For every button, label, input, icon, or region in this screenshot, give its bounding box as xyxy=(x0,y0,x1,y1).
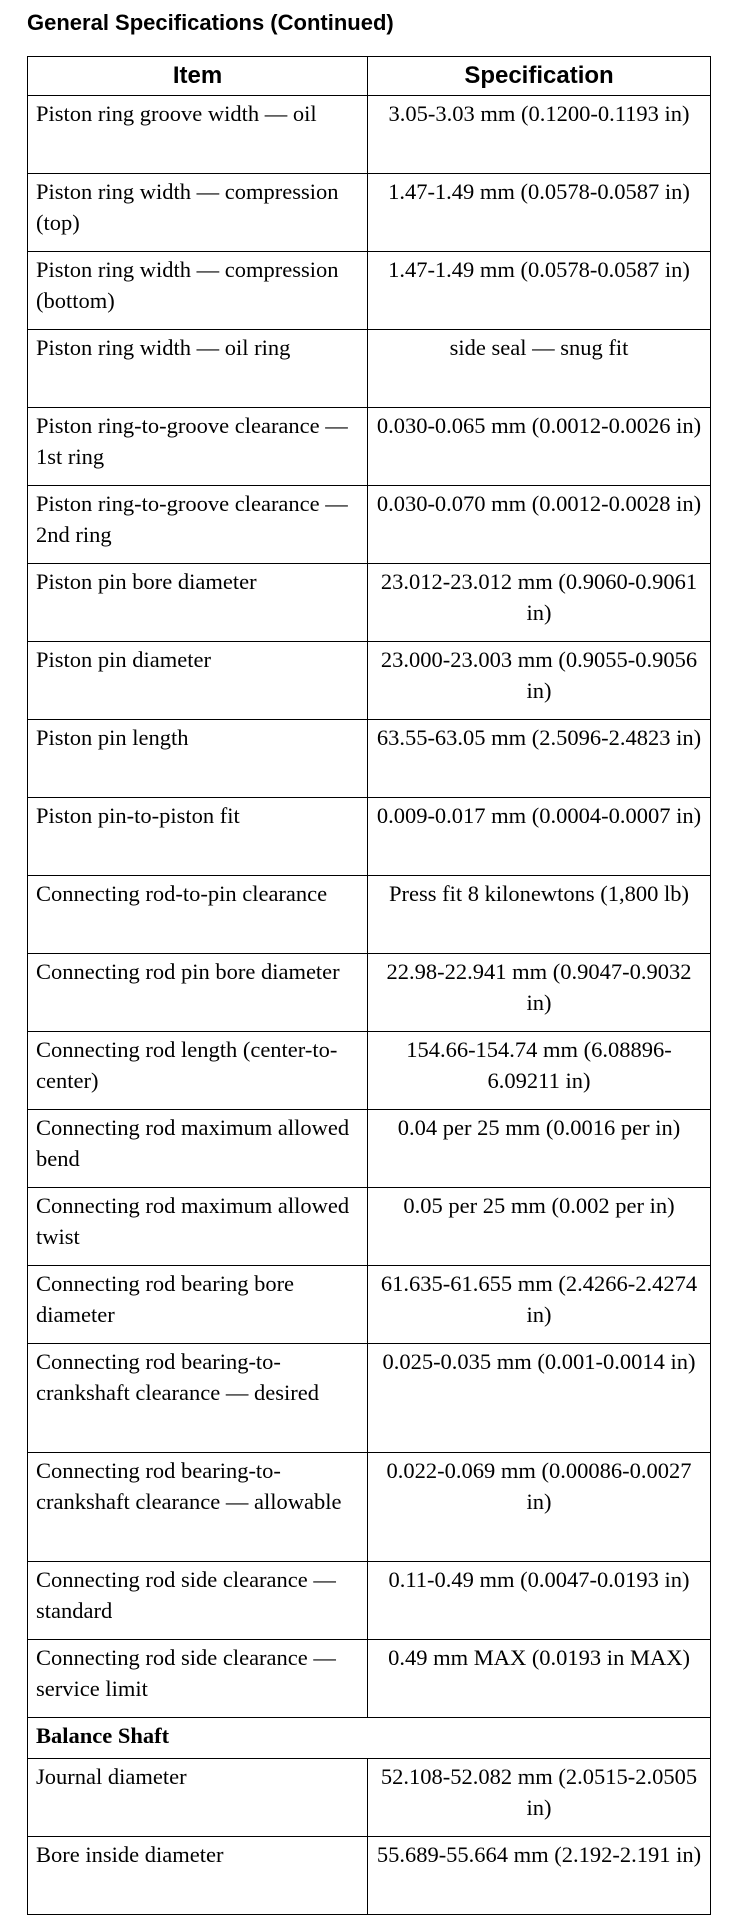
specification-cell: 3.05-3.03 mm (0.1200-0.1193 in) xyxy=(368,96,711,174)
specification-cell: 0.04 per 25 mm (0.0016 per in) xyxy=(368,1110,711,1188)
specification-cell: side seal — snug fit xyxy=(368,330,711,408)
specification-cell: 0.030-0.070 mm (0.0012-0.0028 in) xyxy=(368,486,711,564)
table-row xyxy=(28,96,711,174)
table-row xyxy=(28,1266,711,1344)
table-row xyxy=(28,330,711,408)
specification-cell: 0.009-0.017 mm (0.0004-0.0007 in) xyxy=(368,798,711,876)
specification-cell: 0.030-0.065 mm (0.0012-0.0026 in) xyxy=(368,408,711,486)
table-header-row xyxy=(28,57,711,96)
specification-cell: 1.47-1.49 mm (0.0578-0.0587 in) xyxy=(368,252,711,330)
table-row xyxy=(28,1032,711,1110)
table-row xyxy=(28,252,711,330)
table-row xyxy=(28,876,711,954)
item-cell: Piston ring groove width — oil xyxy=(28,96,368,174)
item-cell: Piston ring-to-groove clearance — 1st ring xyxy=(28,408,368,486)
specification-cell: 61.635-61.655 mm (2.4266-2.4274 in) xyxy=(368,1266,711,1344)
item-cell: Connecting rod bearing bore diameter xyxy=(28,1266,368,1344)
table-row xyxy=(28,1640,711,1718)
item-cell: Piston ring-to-groove clearance — 2nd ring xyxy=(28,486,368,564)
item-cell: Piston ring width — oil ring xyxy=(28,330,368,408)
column-header-item: Item xyxy=(28,57,368,96)
specification-cell: 0.025-0.035 mm (0.001-0.0014 in) xyxy=(368,1344,711,1453)
specification-cell: 1.47-1.49 mm (0.0578-0.0587 in) xyxy=(368,174,711,252)
specification-cell: 23.012-23.012 mm (0.9060-0.9061 in) xyxy=(368,564,711,642)
column-header-specification: Specification xyxy=(368,57,711,96)
item-cell: Piston pin bore diameter xyxy=(28,564,368,642)
item-cell: Connecting rod bearing-to-crankshaft clearance — desired xyxy=(28,1344,368,1453)
specification-cell: 0.49 mm MAX (0.0193 in MAX) xyxy=(368,1640,711,1718)
table-row xyxy=(28,954,711,1032)
table-row xyxy=(28,1837,711,1915)
item-cell: Connecting rod bearing-to-crankshaft clearance — allowable xyxy=(28,1453,368,1562)
specification-cell: 23.000-23.003 mm (0.9055-0.9056 in) xyxy=(368,642,711,720)
specification-cell: 154.66-154.74 mm (6.08896-6.09211 in) xyxy=(368,1032,711,1110)
table-row xyxy=(28,486,711,564)
specification-cell: Press fit 8 kilonewtons (1,800 lb) xyxy=(368,876,711,954)
specification-cell: 55.689-55.664 mm (2.192-2.191 in) xyxy=(368,1837,711,1915)
page-title: General Specifications (Continued) xyxy=(27,10,394,35)
item-cell: Connecting rod-to-pin clearance xyxy=(28,876,368,954)
table-row xyxy=(28,408,711,486)
item-cell: Piston ring width — compression (bottom) xyxy=(28,252,368,330)
section-header-row xyxy=(28,1718,711,1759)
item-cell: Connecting rod maximum allowed twist xyxy=(28,1188,368,1266)
item-cell: Connecting rod maximum allowed bend xyxy=(28,1110,368,1188)
item-cell: Piston pin diameter xyxy=(28,642,368,720)
table-row xyxy=(28,1759,711,1837)
specification-cell: 0.022-0.069 mm (0.00086-0.0027 in) xyxy=(368,1453,711,1562)
table-row xyxy=(28,1453,711,1562)
table-row xyxy=(28,564,711,642)
item-cell: Bore inside diameter xyxy=(28,1837,368,1915)
specification-cell: 0.11-0.49 mm (0.0047-0.0193 in) xyxy=(368,1562,711,1640)
specification-cell: 22.98-22.941 mm (0.9047-0.9032 in) xyxy=(368,954,711,1032)
item-cell: Piston pin length xyxy=(28,720,368,798)
item-cell: Piston pin-to-piston fit xyxy=(28,798,368,876)
table-row xyxy=(28,642,711,720)
item-cell: Connecting rod length (center-to-center) xyxy=(28,1032,368,1110)
table-row xyxy=(28,1188,711,1266)
item-cell: Connecting rod side clearance — standard xyxy=(28,1562,368,1640)
item-cell: Journal diameter xyxy=(28,1759,368,1837)
item-cell: Piston ring width — compression (top) xyxy=(28,174,368,252)
specifications-table xyxy=(27,56,711,1915)
specification-cell: 0.05 per 25 mm (0.002 per in) xyxy=(368,1188,711,1266)
specification-cell: 52.108-52.082 mm (2.0515-2.0505 in) xyxy=(368,1759,711,1837)
item-cell: Connecting rod side clearance — service limit xyxy=(28,1640,368,1718)
table-row xyxy=(28,1344,711,1453)
section-header-balance-shaft: Balance Shaft xyxy=(28,1718,711,1759)
table-row xyxy=(28,174,711,252)
table-row xyxy=(28,1110,711,1188)
table-row xyxy=(28,1562,711,1640)
table-row xyxy=(28,720,711,798)
item-cell: Connecting rod pin bore diameter xyxy=(28,954,368,1032)
specification-cell: 63.55-63.05 mm (2.5096-2.4823 in) xyxy=(368,720,711,798)
table-row xyxy=(28,798,711,876)
